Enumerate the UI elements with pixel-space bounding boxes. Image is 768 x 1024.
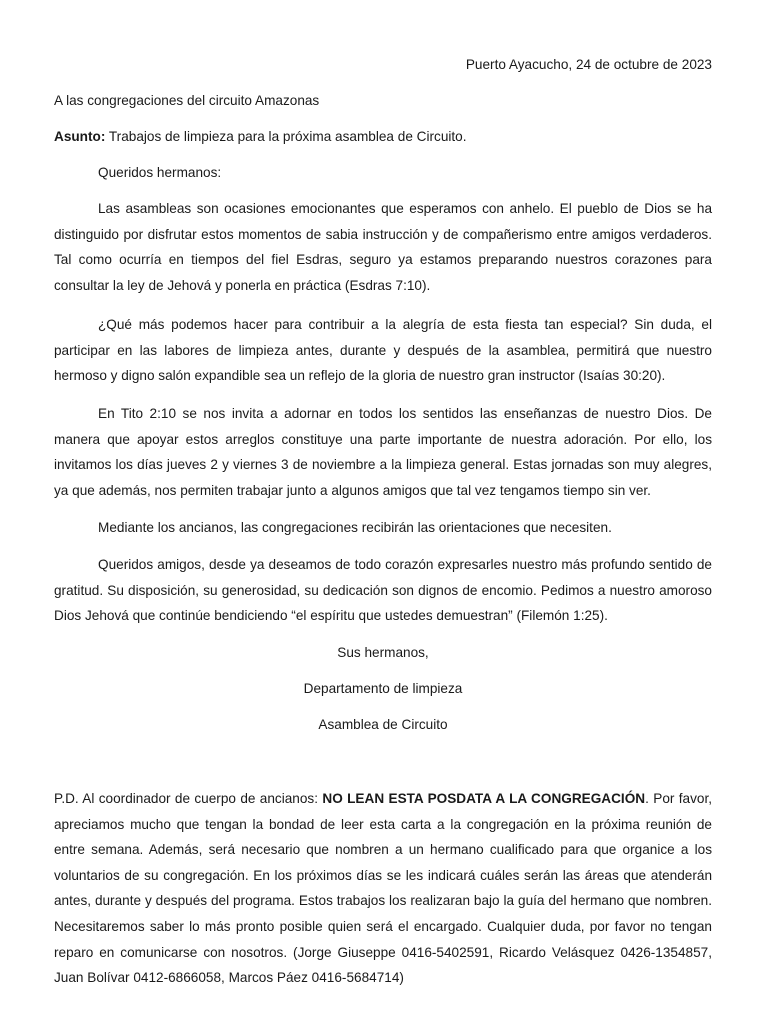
- recipient-line: A las congregaciones del circuito Amazonas: [54, 93, 320, 108]
- subject-label: Asunto:: [54, 129, 106, 144]
- paragraph-3: En Tito 2:10 se nos invita a adornar en todos los sentidos las enseñanzas de nuestro Dios. De manera que apoyar estos arreglos constituye una parte importante de nuestra adoración. Por ello, los invitamos los días jueves 2 y viernes 3 de noviembre a la limpieza general. Estas jornadas son muy alegres, ya que además, nos permiten trabajar junto a algunos amigos que tal vez tengamos tiempo sin ver.: [54, 406, 712, 498]
- paragraph-1: Las asambleas son ocasiones emocionantes que esperamos con anhelo. El pueblo de Dios se ha distinguido por disfrutar estos momentos de sabia instrucción y de compañerismo entre amigos verdaderos. Tal como ocurría en tiempos del fiel Esdras, seguro ya estamos preparando nuestros corazones para consultar la ley de Jehová y ponerla en práctica (Esdras 7:10).: [54, 201, 712, 293]
- paragraph-4: Mediante los ancianos, las congregaciones recibirán las orientaciones que necesiten.: [98, 520, 612, 535]
- paragraph-2: ¿Qué más podemos hacer para contribuir a la alegría de esta fiesta tan especial? Sin duda, el participar en las labores de limpieza antes, durante y después de la asamblea, permitirá que nuestro hermoso y digno salón expandible sea un reflejo de la gloria de nuestro gran instructor (Isaías 30:20).: [54, 317, 712, 384]
- greeting: Queridos hermanos:: [98, 165, 222, 180]
- subject-text: Trabajos de limpieza para la próxima asamblea de Circuito.: [108, 129, 467, 144]
- postscript: [54, 786, 712, 991]
- signature-department: Departamento de limpieza: [303, 681, 463, 696]
- postscript-intro: P.D. Al coordinador de cuerpo de ancianos:: [54, 791, 323, 806]
- signature-event: Asamblea de Circuito: [318, 717, 448, 732]
- paragraph-5: Queridos amigos, desde ya deseamos de todo corazón expresarles nuestro más profundo sentido de gratitud. Su disposición, su generosidad, su dedicación son dignos de encomio. Pedimos a nuestro amoroso Dios Jehová que continúe bendiciendo “el espíritu que ustedes demuestran” (Filemón 1:25).: [54, 557, 712, 624]
- place-date: Puerto Ayacucho, 24 de octubre de 2023: [465, 57, 712, 72]
- postscript-body: . Por favor, apreciamos mucho que tengan la bondad de leer esta carta a la congregación en la próxima reunión de entre semana. Además, será necesario que nombren a un hermano cualificado para que organice a los voluntarios de su congregación. En los próximos días se les indicará cuáles serán las áreas que atenderán antes, durante y después del programa. Estos trabajos los realizaran bajo la guía del hermano que nombren. Necesitaremos saber lo más pronto posible quien será el encargado. Cualquier duda, por favor no tengan reparo en comunicarse con nosotros. (Jorge Giuseppe 0416-5402591, Ricardo Velásquez 0426-1354857, Juan Bolívar 0412-6866058, Marcos Páez 0416-5684714): [54, 791, 713, 986]
- postscript-emphasis: NO LEAN ESTA POSDATA A LA CONGREGACIÓN: [322, 791, 646, 806]
- closing: Sus hermanos,: [337, 645, 429, 660]
- subject-line: [54, 124, 712, 150]
